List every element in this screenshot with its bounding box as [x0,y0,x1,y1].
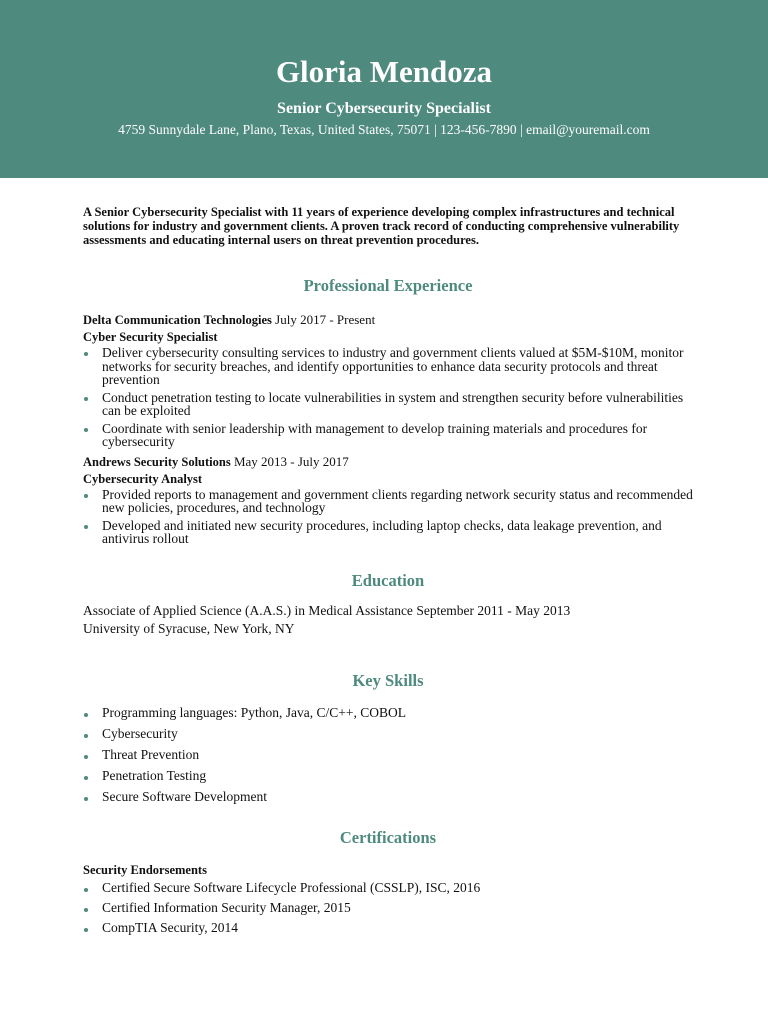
job-entry [83,311,693,449]
certifications-list [83,879,693,936]
company-name: Delta Communication Technologies [83,313,272,327]
education-heading: Education [351,570,425,590]
company-name: Andrews Security Solutions [83,454,231,469]
school: University of Syracuse, New York, NY [83,620,295,636]
bullet-icon [84,755,88,759]
list-item: Developed and initiated new security procedures, including laptop checks, data leakage prevention, and antivirus rollout [83,519,693,546]
list-item: Certified Information Security Manager, 2015 [83,899,693,916]
bullet-icon [84,776,88,780]
bullet-icon [84,713,88,717]
skills-heading: Key Skills [352,670,424,690]
list-item: Certified Secure Software Lifecycle Professional (CSSLP), ISC, 2016 [83,879,693,896]
list-item: Secure Software Development [83,788,693,805]
education-dates: September 2011 - May 2013 [416,602,571,618]
bullet-icon [84,908,88,912]
skills-list [83,704,693,805]
bullet-icon [84,352,88,356]
list-item: Conduct penetration testing to locate vulnerabilities in system and strengthen security before vulnerabilities can be exploited [83,391,693,418]
list-item: Programming languages: Python, Java, C/C++, COBOL [83,704,693,721]
job-duties [83,346,693,449]
list-item: Deliver cybersecurity consulting services to industry and government clients valued at $5M-$10M, monitor networks for security breaches, and identify opportunities to enhance data security protocols and threat prevention [83,346,693,387]
contact-line: 4759 Sunnydale Lane, Plano, Texas, United States, 75071 | 123-456-7890 | email@youremail.com [118,122,650,137]
job-duties [83,488,693,546]
bullet-icon [84,734,88,738]
experience-heading: Professional Experience [303,276,473,295]
list-item: Penetration Testing [83,767,693,784]
list-item: CompTIA Security, 2014 [83,919,693,936]
bullet-icon [84,428,88,432]
list-item: Coordinate with senior leadership with management to develop training materials and procedures for cybersecurity [83,422,693,449]
resume-body [83,205,693,939]
professional-summary: A Senior Cybersecurity Specialist with 11 years of experience developing complex infrastructures and technical solutions for industry and government clients. A proven track record of conducting comprehensive vulnerability assessments and educating internal users on threat prevention procedures. [83,205,680,247]
candidate-name: Gloria Mendoza [275,54,493,89]
certifications-heading: Certifications [339,827,437,847]
degree: Associate of Applied Science (A.A.S.) in Medical Assistance [83,602,413,618]
list-item: Cybersecurity [83,725,693,742]
job-role: Cyber Security Specialist [83,330,218,344]
education-entry [83,602,693,638]
resume-header [0,0,768,178]
certifications-subheading: Security Endorsements [83,862,207,877]
bullet-icon [84,397,88,401]
bullet-icon [84,888,88,892]
job-entry [83,453,693,546]
bullet-icon [84,494,88,498]
bullet-icon [84,928,88,932]
list-item: Provided reports to management and government clients regarding network security status and recommended new policies, procedures, and technology [83,488,693,515]
bullet-icon [84,797,88,801]
job-dates: July 2017 - Present [275,312,376,327]
candidate-title: Senior Cybersecurity Specialist [277,100,491,117]
bullet-icon [84,525,88,529]
job-dates: May 2013 - July 2017 [233,453,349,469]
list-item: Threat Prevention [83,746,693,763]
job-role: Cybersecurity Analyst [83,471,203,486]
